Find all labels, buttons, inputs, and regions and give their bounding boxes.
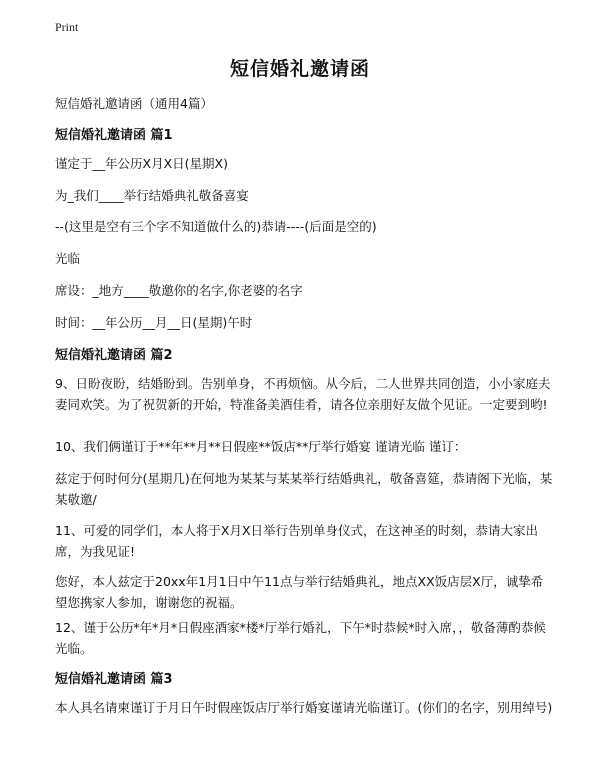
section-1-line: 席设：_地方____敬邀你的名字,你老婆的名字	[55, 283, 303, 298]
section-2-paragraph: 10、我们俩谨订于**年**月**日假座**饭店**厅举行婚宴 谨请光临 谨订：	[55, 439, 467, 454]
section-1-line: 光临	[55, 251, 81, 266]
section-3-paragraph: 本人具名请柬谨订于月日午时假座饭店厅举行婚宴谨请光临谨订。(你们的名字，别用绰号)	[55, 700, 553, 715]
document-title: 短信婚礼邀请函	[229, 58, 370, 80]
section-1-heading: 短信婚礼邀请函 篇1	[55, 128, 173, 143]
section-1-line: 为_我们____举行结婚典礼敬备喜宴	[55, 188, 249, 203]
section-3-heading: 短信婚礼邀请函 篇3	[55, 672, 173, 687]
section-1-line: --(这里是空有三个字不知道做什么的)恭请----(后面是空的)	[55, 219, 377, 234]
document-subtitle: 短信婚礼邀请函（通用4篇）	[55, 96, 213, 111]
section-2-paragraph: 9、日盼夜盼，结婚盼到。告别单身，不再烦恼。从今后，二人世界共同创造，小小家庭夫妻同欢笑。为了祝贺新的开始，特准备美酒佳肴，请各位亲朋好友做个见证。一定要到哟!	[55, 376, 551, 412]
section-1-line: 谨定于__年公历X月X日(星期X)	[55, 156, 228, 171]
print-label[interactable]: Print	[55, 20, 79, 34]
section-1-line: 时间：__年公历__月__日(星期)午时	[55, 315, 253, 330]
section-2-paragraph: 11、可爱的同学们，本人将于X月X日举行告别单身仪式，在这神圣的时刻，恭请大家出席，为我见证!	[55, 523, 539, 559]
section-2-heading: 短信婚礼邀请函 篇2	[55, 348, 173, 363]
section-2-paragraph: 您好，本人兹定于20xx年1月1日中午11点与举行结婚典礼，地点XX饭店层X厅，诚挚希望您携家人参加，谢谢您的祝福。	[55, 574, 544, 610]
section-2-paragraph: 12、谨于公历*年*月*日假座酒家*楼*厅举行婚礼，下午*时恭候*时入席，，敬备薄酌恭候光临。	[55, 620, 546, 656]
section-2-paragraph: 兹定于何时何分(星期几)在何地为某某与某某举行结婚典礼，敬备喜筵，恭请阁下光临，某某敬邀/	[55, 471, 553, 507]
